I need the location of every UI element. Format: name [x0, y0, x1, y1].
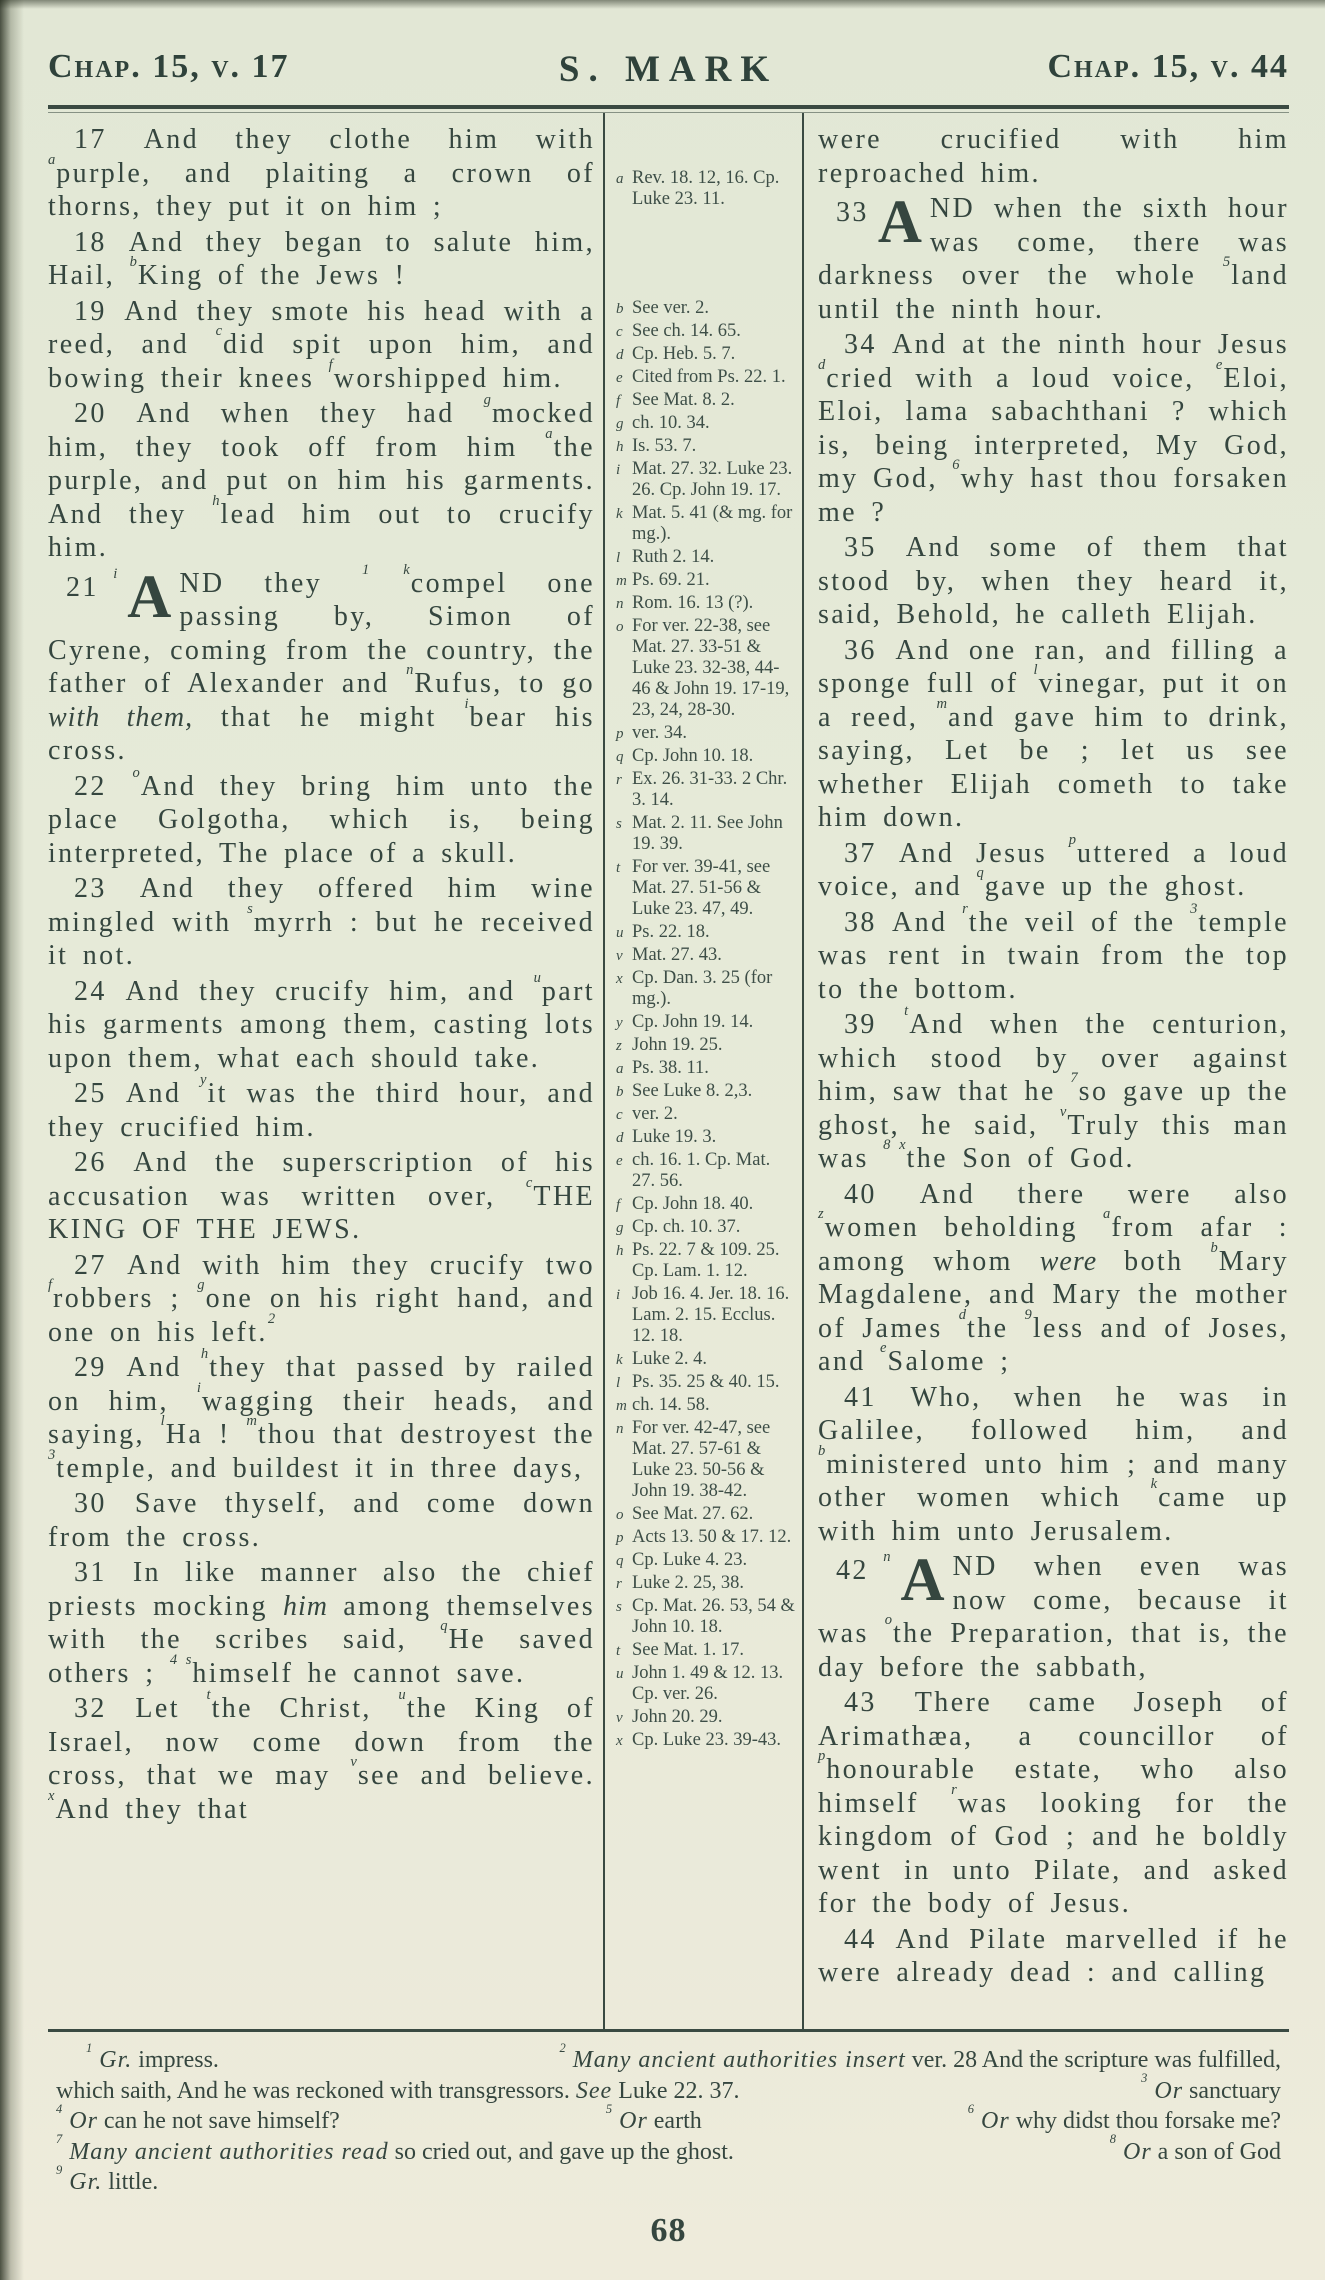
- reference-entry: [616, 1058, 796, 1079]
- verse: 20 And when they had $^g$mocked him, they took off from him $^a$the purple, and put on him his garments. And they $^h$lead him out to crucify him.: [48, 392, 595, 563]
- reference-text: ver. 34.: [632, 723, 687, 743]
- reference-letter: s: [616, 1599, 622, 1615]
- reference-letter: p: [616, 1530, 624, 1546]
- reference-text: See Mat. 1. 17.: [632, 1640, 745, 1660]
- reference-entry: [616, 1035, 796, 1056]
- ref-mark: t: [904, 1003, 909, 1020]
- reference-entry: [616, 1395, 796, 1416]
- ref-mark: r: [951, 1781, 957, 1798]
- ref-mark: m: [936, 695, 948, 712]
- ref-mark: 2: [559, 2040, 566, 2055]
- verse-number: 42 $^n$: [836, 1549, 891, 1586]
- reference-text: Rev. 18. 12, 16. Cp. Luke 23. 11.: [632, 168, 780, 209]
- reference-entry: [616, 1573, 796, 1594]
- reference-text: Ps. 69. 21.: [632, 570, 710, 590]
- verse: 35 And some of them that stood by, when they heard it, said, Behold, he calleth Elijah.: [818, 532, 1289, 630]
- verse: 21 $^i$ A ND they $^{1 k}$compel one passing by, Simon of Cyrene, coming from the country, the father of Alexander and $^n$Rufus, to go with them, that he might $^i$bear his cross.: [48, 561, 595, 766]
- reference-entry: [616, 168, 796, 210]
- header-book-title: S. MARK: [558, 49, 779, 90]
- reference-text: For ver. 42-47, see Mat. 27. 57-61 & Luke 23. 50-56 & John 19. 38-42.: [632, 1418, 771, 1501]
- verse-number: 31: [74, 1557, 107, 1588]
- verse: 40 And there were also $^z$women beholding $^a$from afar : among whom were both $^b$Mary Magdalene, and Mary the mother of James $^d$the $^9$less and of Joses, and $^e$Salome ;: [818, 1178, 1289, 1377]
- ref-mark: v: [350, 1754, 357, 1771]
- verse: 37 And Jesus $^p$uttered a loud voice, and $^q$gave up the ghost.: [818, 831, 1289, 902]
- reference-text: Luke 19. 3.: [632, 1127, 717, 1147]
- footnote-item: $^1$ Gr. impress.: [86, 2040, 219, 2073]
- verse: 23 And they offered him wine mingled with $^s$myrrh : but he received it not.: [48, 873, 595, 971]
- verse-number: 36: [844, 634, 877, 666]
- reference-entry: [616, 1240, 796, 1282]
- ref-mark: 4: [56, 2101, 63, 2116]
- ref-mark: 7: [56, 2132, 63, 2147]
- reference-entry: [616, 769, 796, 811]
- ref-mark: g: [483, 392, 491, 409]
- footnote-item: $^5$ Or earth: [605, 2101, 702, 2134]
- reference-letter: k: [616, 506, 623, 522]
- reference-entry: [616, 1150, 796, 1192]
- reference-text: See ch. 14. 65.: [632, 321, 741, 341]
- verse-number: 29: [74, 1352, 107, 1383]
- verse-number: 17: [74, 124, 107, 155]
- reference-letter: m: [616, 573, 627, 589]
- reference-text: Cp. Mat. 26. 53, 54 & John 10. 18.: [632, 1596, 795, 1637]
- ref-mark: f: [328, 356, 333, 373]
- reference-text: Cp. Luke 4. 23.: [632, 1550, 748, 1570]
- reference-entry: [616, 344, 796, 365]
- reference-text: Cp. John 10. 18.: [632, 746, 754, 766]
- verse-number: 43: [844, 1687, 877, 1718]
- ref-mark: p: [1068, 831, 1076, 848]
- verse: 25 And $^y$it was the third hour, and they crucified him.: [48, 1072, 595, 1143]
- reference-entry: [616, 1194, 796, 1215]
- reference-entry: [616, 503, 796, 545]
- reference-entry: [616, 616, 796, 721]
- reference-letter: c: [616, 324, 623, 340]
- reference-letter: e: [616, 1153, 623, 1169]
- reference-entry: [616, 436, 796, 457]
- reference-letter: t: [616, 1643, 621, 1659]
- reference-entry: [616, 547, 796, 568]
- reference-letter: x: [616, 1733, 623, 1749]
- verse-number: 41: [844, 1381, 877, 1413]
- reference-entry: [616, 413, 796, 434]
- reference-entry: [616, 723, 796, 744]
- reference-text: Luke 2. 25, 38.: [632, 1573, 745, 1593]
- verse: 33 A ND when the sixth hour was come, there was darkness over the whole $^5$land until the ninth hour.: [818, 189, 1289, 325]
- ref-mark: a: [1103, 1206, 1111, 1223]
- verse-number: 23: [74, 873, 107, 904]
- reference-entry: [616, 1418, 796, 1502]
- reference-text: John 19. 25.: [632, 1035, 723, 1055]
- header-chapter-left: Chap. 15, v. 17: [48, 48, 290, 85]
- reference-text: Cp. Heb. 5. 7.: [632, 344, 736, 364]
- reference-entry: [616, 593, 796, 614]
- reference-letter: o: [616, 1507, 624, 1523]
- footnote-item: which saith, And he was reckoned with transgressors. See Luke 22. 37.: [56, 2077, 740, 2104]
- footnote-item: $^7$ Many ancient authorities read so cried out, and gave up the ghost.: [56, 2132, 734, 2165]
- reference-entry: [616, 1284, 796, 1347]
- reference-text: Cp. Dan. 3. 25 (for mg.).: [632, 968, 773, 1009]
- verse-number: 30: [74, 1488, 107, 1519]
- ref-mark: 1 k: [361, 561, 410, 578]
- ref-mark: b: [1210, 1239, 1218, 1256]
- drop-cap: 21 $^i$ A: [66, 563, 172, 631]
- reference-text: For ver. 39-41, see Mat. 27. 51-56 & Luke 23. 47, 49.: [632, 857, 771, 919]
- reference-letter: s: [616, 816, 622, 832]
- reference-letter: q: [616, 749, 624, 765]
- reference-letter: a: [616, 1061, 624, 1077]
- reference-letter: g: [616, 1220, 624, 1236]
- ref-mark: 7: [1070, 1070, 1078, 1087]
- reference-letter: n: [616, 596, 624, 612]
- reference-text: See ver. 2.: [632, 298, 710, 318]
- page-number: 68: [650, 2211, 687, 2249]
- verse: 31 In like manner also the chief priests mocking him among themselves with the scribes said, $^q$He saved others ; $^{4 s}$himself he cannot save.: [48, 1557, 595, 1689]
- verse: 22 $^o$And they bring him unto the place Golgotha, which is, being interpreted, The place of a skull.: [48, 764, 595, 869]
- reference-letter: u: [616, 1666, 624, 1682]
- ref-mark: c: [525, 1174, 533, 1191]
- reference-text: Ps. 35. 25 & 40. 15.: [632, 1372, 780, 1392]
- reference-entry: [616, 746, 796, 767]
- reference-text: Cited from Ps. 22. 1.: [632, 367, 786, 387]
- reference-text: Ex. 26. 31-33. 2 Chr. 3. 14.: [632, 769, 788, 810]
- footnote-item: $^3$ Or sanctuary: [1141, 2071, 1281, 2104]
- reference-entry: [616, 1217, 796, 1238]
- verse: were crucified with him reproached him.: [818, 124, 1289, 189]
- verse-number: 20: [74, 398, 107, 429]
- ref-mark: 9: [56, 2162, 63, 2177]
- footnote-line: [56, 2040, 1281, 2076]
- reference-entry: [616, 390, 796, 411]
- reference-text: ch. 16. 1. Cp. Mat. 27. 56.: [632, 1150, 771, 1191]
- reference-text: Ps. 22. 18.: [632, 922, 710, 942]
- ref-mark: n: [406, 662, 414, 679]
- verse: 43 There came Joseph of Arimathæa, a councillor of $^p$honourable estate, who also himself $^r$was looking for the kingdom of God ; and he boldly went in unto Pilate, and asked for the body of Jesus.: [818, 1687, 1289, 1919]
- ref-mark: n: [883, 1549, 891, 1566]
- ref-mark: a: [48, 151, 56, 168]
- reference-entry: [616, 1127, 796, 1148]
- reference-entry: [616, 1349, 796, 1370]
- ref-mark: d: [818, 356, 826, 373]
- page-header: [48, 48, 1289, 100]
- verse-number: 37: [844, 837, 877, 869]
- verse-number: 40: [844, 1178, 877, 1210]
- reference-text: ch. 14. 58.: [632, 1395, 710, 1415]
- footnote-item: $^2$ Many ancient authorities insert ver. 28 And the scripture was fulfilled,: [559, 2040, 1281, 2073]
- reference-letter: e: [616, 370, 623, 386]
- ref-mark: a: [545, 425, 553, 442]
- ref-mark: f: [48, 1277, 53, 1294]
- ref-mark: l: [1033, 662, 1038, 679]
- reference-letter: r: [616, 1576, 622, 1592]
- ref-mark: 8 x: [883, 1137, 906, 1154]
- reference-entry: [616, 813, 796, 855]
- ref-mark: r: [962, 900, 968, 917]
- reference-letter: x: [616, 971, 623, 987]
- ref-mark: q: [976, 865, 984, 882]
- ref-mark: 8: [1109, 2132, 1116, 2147]
- reference-text: Is. 53. 7.: [632, 436, 697, 456]
- header-chapter-right: Chap. 15, v. 44: [1047, 48, 1289, 85]
- verse: 17 And they clothe him with $^a$purple, and plaiting a crown of thorns, they put it on him ;: [48, 124, 595, 222]
- reference-letter: q: [616, 1553, 624, 1569]
- reference-entry: [616, 1550, 796, 1571]
- ref-mark: 9: [1024, 1306, 1032, 1323]
- verse: 27 And with him they crucify two $^f$robbers ; $^g$one on his right hand, and one on his left.$^2$: [48, 1249, 595, 1348]
- verse-number: 19: [74, 295, 107, 327]
- reference-entry: [616, 570, 796, 591]
- reference-letter: z: [616, 1038, 622, 1054]
- reference-entry: [616, 1104, 796, 1125]
- verse-number: 34: [844, 329, 877, 360]
- ref-mark: m: [246, 1413, 257, 1430]
- reference-text: Ps. 22. 7 & 109. 25. Cp. Lam. 1. 12.: [632, 1240, 780, 1281]
- reference-entry: [616, 1707, 796, 1728]
- reference-entry: [616, 922, 796, 943]
- ref-mark: v: [1059, 1103, 1067, 1120]
- reference-letter: b: [616, 301, 624, 317]
- footnote-item: $^9$ Gr. little.: [56, 2162, 159, 2195]
- ref-mark: c: [215, 323, 223, 340]
- ref-mark: h: [212, 492, 220, 509]
- verse: 41 Who, when he was in Galilee, followed him, and $^b$ministered unto him ; and many other women which $^k$came up with him unto Jerusalem.: [818, 1381, 1289, 1547]
- footnote-item: $^8$ Or a son of God: [1109, 2132, 1281, 2165]
- reference-letter: n: [616, 1421, 624, 1437]
- verse-number: 24: [74, 975, 107, 1007]
- reference-letter: u: [616, 925, 624, 941]
- reference-entry: [616, 1730, 796, 1751]
- reference-text: Mat. 27. 43.: [632, 945, 722, 965]
- reference-entry: [616, 1504, 796, 1525]
- reference-letter: t: [616, 860, 621, 876]
- reference-entry: [616, 857, 796, 920]
- ref-mark: 2: [267, 1310, 276, 1327]
- ref-mark: s: [247, 900, 253, 917]
- verse: 26 And the superscription of his accusation was written over, $^c$THE KING OF THE JEWS.: [48, 1147, 595, 1245]
- verse-number: 35: [844, 532, 877, 563]
- reference-letter: b: [616, 1084, 624, 1100]
- reference-letter: i: [616, 462, 621, 478]
- reference-text: Cp. Luke 23. 39-43.: [632, 1730, 782, 1750]
- reference-text: ch. 10. 34.: [632, 413, 710, 433]
- footnote-item: $^4$ Or can he not save himself?: [56, 2101, 340, 2134]
- reference-text: See Mat. 27. 62.: [632, 1504, 754, 1524]
- verse-number: 18: [74, 226, 107, 258]
- reference-letter: k: [616, 1352, 623, 1368]
- reference-letter: g: [616, 416, 624, 432]
- ref-mark: b: [129, 254, 137, 271]
- ref-mark: g: [197, 1277, 205, 1294]
- ref-mark: 3: [1190, 900, 1198, 917]
- reference-entry: [616, 1640, 796, 1661]
- verse: 38 And $^r$the veil of the $^3$temple was rent in twain from the top to the bottom.: [818, 900, 1289, 1005]
- reference-letter: p: [616, 726, 624, 742]
- footnote-line: [56, 2101, 1281, 2137]
- reference-letter: o: [616, 619, 624, 635]
- drop-cap: 42 $^n$ A: [836, 1547, 945, 1614]
- ref-mark: t: [206, 1687, 211, 1704]
- verse: 44 And Pilate marvelled if he were already dead : and calling: [818, 1923, 1289, 1988]
- text-body: [48, 113, 1289, 2029]
- verse: 18 And they began to salute him, Hail, $^b$King of the Jews !: [48, 226, 595, 291]
- ref-mark: e: [1215, 356, 1223, 373]
- verse-number: 32: [74, 1693, 107, 1724]
- ref-mark: y: [200, 1072, 207, 1089]
- reference-text: Cp. John 19. 14.: [632, 1012, 754, 1032]
- ref-mark: h: [200, 1346, 209, 1363]
- ref-mark: i: [196, 1379, 201, 1396]
- reference-letter: a: [616, 171, 624, 187]
- reference-letter: m: [616, 1398, 627, 1414]
- verse-number: 22: [74, 770, 107, 802]
- reference-text: John 1. 49 & 12. 13. Cp. ver. 26.: [632, 1663, 784, 1704]
- verse: 19 And they smote his head with a reed, and $^c$did spit upon him, and bowing their knees $^f$worshipped him.: [48, 295, 595, 394]
- ref-mark: i: [113, 565, 118, 582]
- reference-text: Cp. ch. 10. 37.: [632, 1217, 741, 1237]
- ref-mark: p: [818, 1748, 826, 1765]
- reference-letter: y: [616, 1015, 623, 1031]
- ref-mark: 5: [605, 2101, 613, 2116]
- reference-text: Mat. 27. 32. Luke 23. 26. Cp. John 19. 17.: [632, 459, 793, 500]
- reference-letter: l: [616, 550, 621, 566]
- reference-text: For ver. 22-38, see Mat. 27. 33-51 & Luke 23. 32-38, 44-46 & John 19. 17-19, 23, 24, 28-30.: [632, 616, 790, 720]
- ref-mark: k: [1150, 1476, 1158, 1493]
- reference-letter: f: [616, 393, 621, 409]
- reference-letter: l: [616, 1375, 621, 1391]
- reference-letter: h: [616, 1243, 624, 1259]
- reference-entry: [616, 1081, 796, 1102]
- verse: 36 And one ran, and filling a sponge full of $^l$vinegar, put it on a reed, $^m$and gave him to drink, saying, Let be ; let us see whether Elijah cometh to take him down.: [818, 634, 1289, 833]
- verse-number: 39: [844, 1009, 877, 1040]
- reference-letter: v: [616, 1710, 623, 1726]
- footnotes: [48, 2032, 1289, 2198]
- reference-text: Cp. John 18. 40.: [632, 1194, 754, 1214]
- ref-mark: 6: [967, 2101, 975, 2116]
- ref-mark: u: [398, 1687, 406, 1704]
- verse-number: 26: [74, 1147, 107, 1178]
- ref-mark: 4 s: [169, 1651, 192, 1668]
- reference-entry: [616, 367, 796, 388]
- reference-letter: v: [616, 948, 623, 964]
- reference-entry: [616, 321, 796, 342]
- ref-mark: l: [160, 1413, 165, 1430]
- ref-mark: 3: [48, 1446, 56, 1463]
- reference-entry: [616, 1596, 796, 1638]
- verse: 29 And $^h$they that passed by railed on him, $^i$wagging their heads, and saying, $^l$Ha ! $^m$thou that destroyest the $^3$temple, and buildest it in three days,: [48, 1346, 595, 1484]
- reference-text: See Mat. 8. 2.: [632, 390, 735, 410]
- verse-number: 25: [74, 1078, 107, 1109]
- ref-mark: o: [884, 1612, 892, 1629]
- ref-mark: q: [440, 1618, 448, 1635]
- footnote-item: $^6$ Or why didst thou forsake me?: [967, 2101, 1281, 2134]
- ref-mark: 5: [1222, 254, 1231, 271]
- reference-text: Acts 13. 50 & 17. 12.: [632, 1527, 792, 1547]
- verse-number: 21 $^i$: [66, 565, 118, 603]
- reference-letter: f: [616, 1197, 621, 1213]
- verse-number: 44: [844, 1923, 877, 1955]
- reference-entry: [616, 1527, 796, 1548]
- reference-entry: [616, 945, 796, 966]
- reference-text: Mat. 2. 11. See John 19. 39.: [632, 813, 783, 854]
- ref-mark: u: [533, 969, 541, 986]
- verse: 42 $^n$ A ND when even was now come, because it was $^o$the Preparation, that is, the day before the sabbath,: [818, 1547, 1289, 1683]
- verse: 39 $^t$And when the centurion, which stood by over against him, saw that he $^7$so gave up the ghost, he said, $^v$Truly this man was $^{8 x}$the Son of God.: [818, 1003, 1289, 1174]
- verse: 34 And at the ninth hour Jesus $^d$cried with a loud voice, $^e$Eloi, Eloi, lama sabachthani ? which is, being interpreted, My God, my God, $^6$why hast thou forsaken me ?: [818, 329, 1289, 528]
- verse: 30 Save thyself, and come down from the cross.: [48, 1488, 595, 1553]
- reference-entry: [616, 459, 796, 501]
- reference-text: See Luke 8. 2,3.: [632, 1081, 753, 1101]
- reference-entry: [616, 1012, 796, 1033]
- ref-mark: o: [132, 764, 140, 781]
- verse-number: 27: [74, 1249, 107, 1281]
- reference-letter: h: [616, 439, 624, 455]
- references-list: [603, 113, 804, 2029]
- ref-mark: e: [880, 1340, 887, 1357]
- header-rule: [48, 105, 1289, 113]
- reference-letter: d: [616, 347, 624, 363]
- reference-entry: [616, 968, 796, 1010]
- ref-mark: z: [818, 1206, 824, 1223]
- ref-mark: i: [464, 695, 469, 712]
- ref-mark: 3: [1141, 2071, 1148, 2086]
- reference-letter: i: [616, 1287, 621, 1303]
- reference-entry: [616, 1372, 796, 1393]
- footnote-line: [56, 2071, 1281, 2107]
- reference-text: Job 16. 4. Jer. 18. 16. Lam. 2. 15. Ecclus. 12. 18.: [632, 1284, 790, 1346]
- ref-mark: d: [958, 1306, 967, 1323]
- reference-text: Rom. 16. 13 (?).: [632, 593, 754, 613]
- reference-text: Mat. 5. 41 (& mg. for mg.).: [632, 503, 793, 544]
- reference-entry: [616, 298, 796, 319]
- verse-number: 38: [844, 906, 877, 938]
- footnote-line: [56, 2162, 1281, 2198]
- reference-text: Ps. 38. 11.: [632, 1058, 709, 1078]
- verse: 32 Let $^t$the Christ, $^u$the King of Israel, now come down from the cross, that we may $^v$see and believe. $^x$And they that: [48, 1687, 595, 1825]
- footnote-line: [56, 2132, 1281, 2168]
- ref-mark: x: [48, 1787, 55, 1804]
- verse: 24 And they crucify him, and $^u$part his garments among them, casting lots upon them, what each should take.: [48, 969, 595, 1074]
- reference-letter: r: [616, 772, 622, 788]
- reference-text: John 20. 29.: [632, 1707, 723, 1727]
- reference-entry: [616, 1663, 796, 1705]
- reference-letter: c: [616, 1107, 623, 1123]
- reference-letter: d: [616, 1130, 624, 1146]
- reference-text: ver. 2.: [632, 1104, 678, 1124]
- ref-mark: b: [818, 1442, 826, 1459]
- drop-cap: 33 A: [836, 189, 922, 256]
- reference-text: Ruth 2. 14.: [632, 547, 715, 567]
- left-column-verses: [48, 113, 595, 2029]
- right-column-verses: [804, 113, 1289, 2029]
- ref-mark: 1: [86, 2040, 93, 2055]
- ref-mark: 6: [952, 457, 960, 474]
- reference-text: Luke 2. 4.: [632, 1349, 708, 1369]
- verse-number: 33: [836, 197, 869, 228]
